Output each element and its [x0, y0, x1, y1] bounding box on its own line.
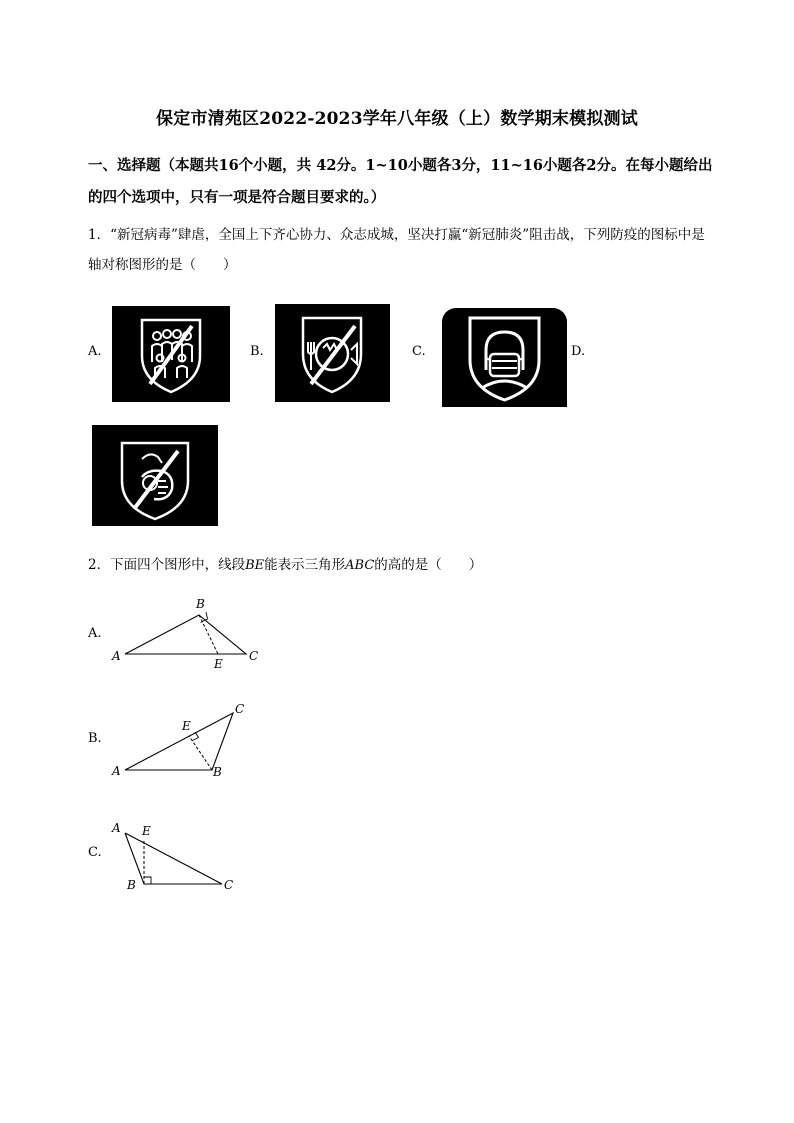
label-c: C [224, 878, 234, 892]
label-e: E [214, 657, 223, 671]
q2-segment-name: BE [245, 558, 265, 573]
q2-option-b-label: B. [88, 731, 102, 746]
label-b: B [127, 878, 136, 892]
q2-prefix: 2．下面四个图形中，线段 [88, 557, 246, 573]
label-a: A [112, 821, 121, 835]
q2-triangle-b [100, 700, 280, 790]
hand-washing-icon [92, 425, 218, 526]
q1-option-d-label: D. [571, 344, 586, 359]
section-heading: 一、选择题（本题共16个小题，共 42分。1~10小题各3分，11~16小题各2分。在每小题给出的四个选项中，只有一项是符合题目要求的。） [88, 157, 713, 206]
label-a: A [112, 764, 121, 778]
q2-option-c-label: C. [88, 845, 102, 860]
crowd-banned-icon [112, 306, 230, 402]
q1-option-a-label: A. [88, 344, 102, 359]
label-b: B [213, 765, 222, 779]
q2-triangle-c [100, 815, 280, 905]
page-title: 保定市清苑区2022-2023学年八年级（上）数学期末模拟测试 [156, 109, 638, 129]
label-e: E [142, 824, 151, 838]
question-2-text [88, 550, 713, 581]
q2-triangle-a [100, 590, 280, 680]
label-e: E [182, 719, 191, 733]
question-1-text: 1．“新冠病毒”肆虐，全国上下齐心协力、众志成城，坚决打赢“新冠肺炎”阻击战，下列防疫的图标中是轴对称图形的是（ ） [88, 227, 705, 273]
label-b: B [196, 597, 205, 611]
q1-option-b-label: B. [250, 344, 264, 359]
wild-animal-eating-banned-icon [275, 304, 390, 402]
face-mask-icon [442, 308, 567, 407]
q2-mid: 能表示三角形 [264, 557, 346, 573]
label-c: C [235, 702, 245, 716]
q2-suffix: 的高的是（ ） [374, 557, 483, 573]
q2-option-a-label: A. [88, 626, 102, 641]
q1-option-c-label: C. [412, 344, 426, 359]
label-c: C [249, 649, 259, 663]
q2-triangle-name: ABC [345, 558, 375, 573]
label-a: A [112, 649, 121, 663]
